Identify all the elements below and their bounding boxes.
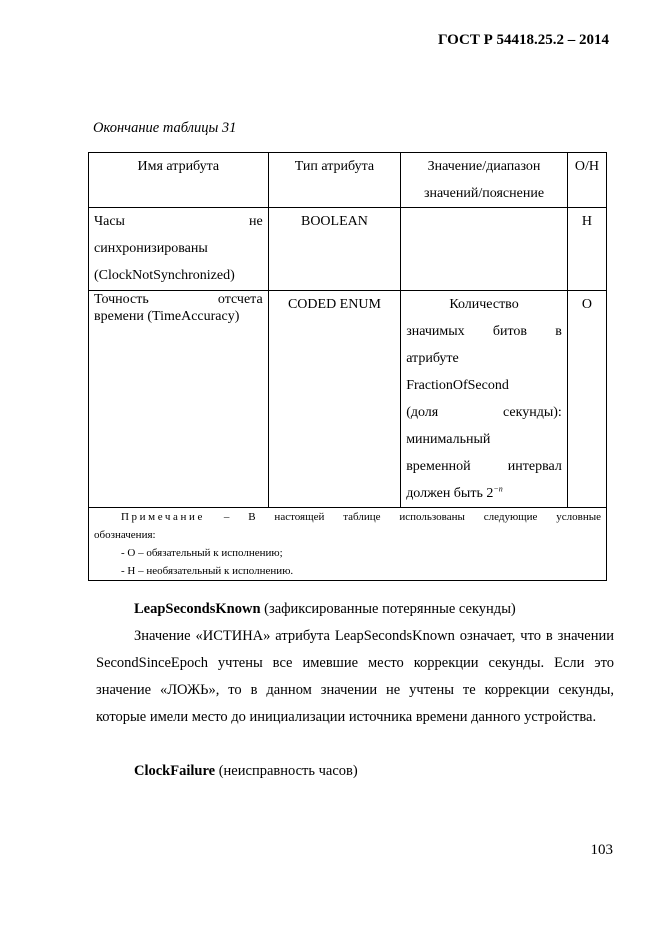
document-header: ГОСТ Р 54418.25.2 – 2014 [437, 32, 609, 48]
cell-attribute-name [89, 291, 269, 508]
note-label: Примечание [121, 511, 205, 523]
cell-value-line: должен быть $2^{-n}$ [406, 484, 503, 501]
cell-value-line: Количество [449, 297, 519, 312]
paragraph-leapseconds-heading: LeapSecondsKnown (зафиксированные потерянные секунды) [134, 601, 516, 617]
table-header-row [89, 153, 607, 208]
attributes-table [88, 152, 607, 581]
note-item: - О – обязательный к исполнению; [121, 547, 283, 559]
table-note [89, 508, 607, 581]
cell-attribute-mandatory: Н [567, 208, 606, 291]
table-row [89, 208, 607, 291]
cell-name-line: Часы не [94, 214, 263, 229]
cell-attribute-value [401, 291, 568, 508]
cell-name-line: синхронизированы [94, 241, 208, 256]
note-text: – В настоящей таблице использованы следующие условные [223, 511, 601, 523]
note-item: - Н – необязательный к исполнению. [121, 565, 294, 577]
cell-value-line: минимальный [406, 432, 491, 447]
cell-name-line: времени (TimeAccuracy) [94, 309, 240, 324]
cell-value-line: атрибуте [406, 351, 459, 366]
note-line [94, 508, 601, 526]
note-line: обозначения: [94, 529, 156, 541]
column-header-value-line1: Значение/диапазон [427, 159, 541, 174]
table-note-row [89, 508, 607, 581]
cell-name-line: (ClockNotSynchronized) [94, 268, 235, 283]
term-clockfailure: ClockFailure [134, 763, 216, 779]
exponent: −n [493, 484, 503, 494]
paragraph-clockfailure-heading: ClockFailure (неисправность часов) [134, 763, 358, 779]
page-number: 103 [590, 842, 613, 858]
cell-value-line: значимых битов в [406, 324, 562, 339]
cell-attribute-mandatory: О [567, 291, 606, 508]
cell-attribute-type: BOOLEAN [268, 208, 401, 291]
column-header-mandatory: О/Н [567, 153, 606, 208]
cell-attribute-value [401, 208, 568, 291]
cell-value-line: временной интервал [406, 459, 562, 474]
table-row [89, 291, 607, 508]
cell-value-line: FractionOfSecond [406, 378, 509, 393]
paragraph-leapseconds-description: Значение «ИСТИНА» атрибута LeapSecondsKnown означает, что в значении SecondSinceEpoch учтены все имевшие место коррекции секунды. Если это значение «ЛОЖЬ», то в данном значении не учтены те коррекции секунды, которые имели место до инициализации источника времени данного устройства. [96, 628, 614, 725]
column-header-name: Имя атрибута [89, 153, 269, 208]
cell-attribute-name [89, 208, 269, 291]
table-caption: Окончание таблицы 31 [93, 120, 237, 136]
cell-name-line: Точность отсчета [94, 292, 263, 307]
column-header-value [401, 153, 568, 208]
cell-value-line: (доля секунды): [406, 405, 562, 420]
column-header-value-line2: значений/пояснение [423, 186, 545, 201]
term-leapsecondsknown: LeapSecondsKnown [134, 601, 261, 617]
cell-attribute-type: CODED ENUM [268, 291, 401, 508]
column-header-type: Тип атрибута [268, 153, 401, 208]
